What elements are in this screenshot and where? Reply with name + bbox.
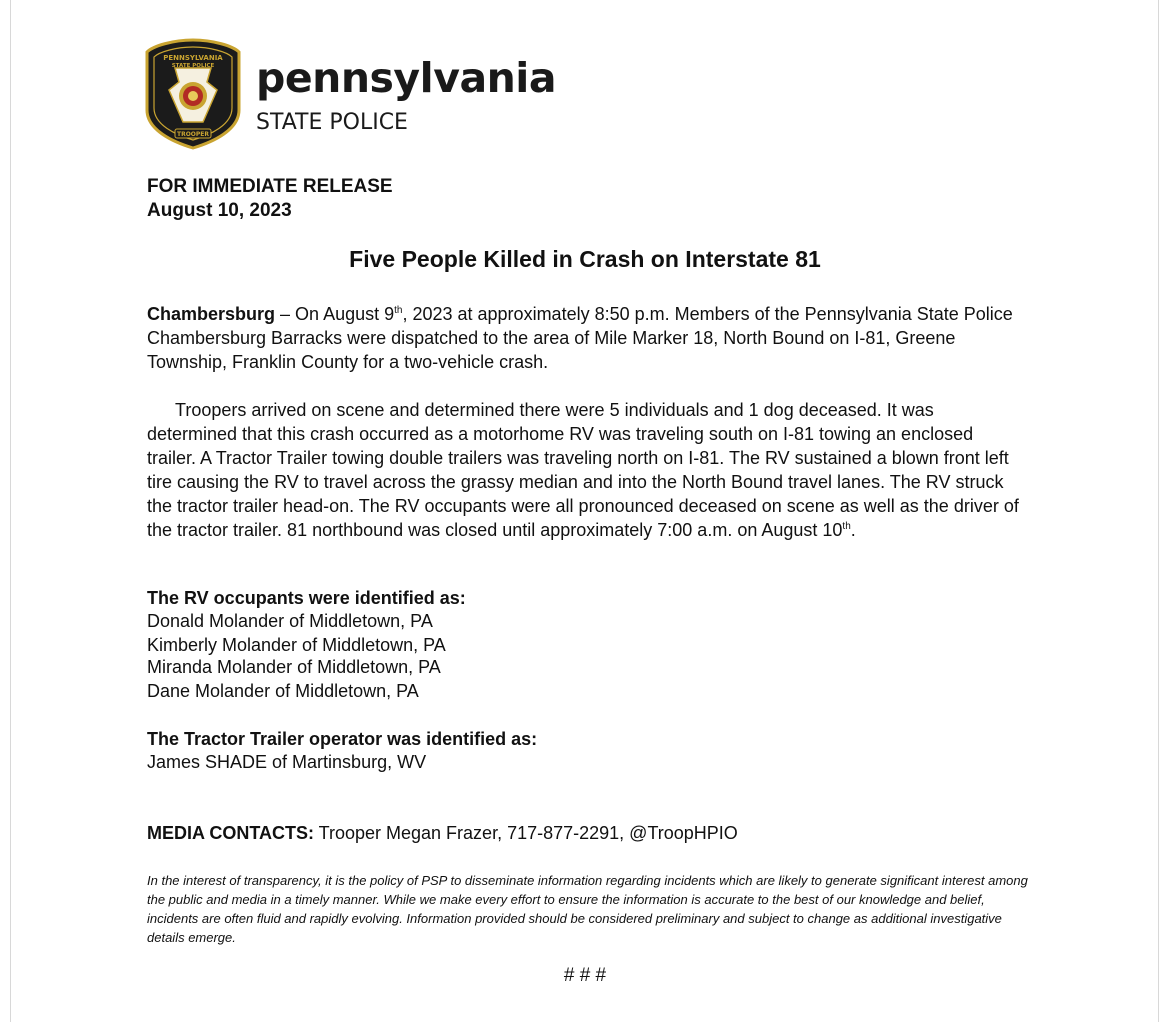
paragraph-1 [147,302,1027,374]
disclaimer: In the interest of transparency, it is the policy of PSP to disseminate information regarding incidents which are likely to generate significant interest among the public and media in a timely manner. While we make every effort to ensure the information is accurate to the best of our knowledge and belief, incidents are often fluid and rapidly evolving. Information provided should be considered preliminary and subject to change as additional investigative details emerge. [147,873,1028,945]
svg-text:PENNSYLVANIA: PENNSYLVANIA [163,54,223,62]
rv-occupant-item: Donald Molander of Middletown, PA [147,611,433,631]
tractor-operator-heading: The Tractor Trailer operator was identified as: [147,729,538,749]
rv-occupant-item: Miranda Molander of Middletown, PA [147,657,441,677]
paragraph-2-text-b: . [850,520,856,540]
media-contacts-label: MEDIA CONTACTS: [147,823,314,843]
rv-occupant-item: Dane Molander of Middletown, PA [147,681,419,701]
media-contacts-value: Trooper Megan Frazer, 717-877-2291, @TroopHPIO [313,823,738,843]
page-border-left [10,0,11,1022]
paragraph-2-text-a: Troopers arrived on scene and determined there were 5 individuals and 1 dog deceased. It was determined that this crash occurred as a motorhome RV was traveling south on I-81 towing an enclosed trailer. A Tractor Trailer towing double trailers was traveling north on I-81. The RV sustained a blown front left tire causing the RV to travel across the grassy median and into the North Bound travel lanes. The RV struck the tractor trailer head-on. The RV occupants were all pronounced deceased on scene as well as the driver of the tractor trailer. 81 northbound was closed until approximately 7:00 a.m. on August 10 [147,400,1019,540]
rv-occupants-heading: The RV occupants were identified as: [147,588,466,608]
release-date: August 10, 2023 [147,200,292,221]
page-border-right [1158,0,1159,1022]
release-label: FOR IMMEDIATE RELEASE [147,176,393,197]
logo-wordmark: pennsylvania [256,54,557,102]
rv-occupant-item: Kimberly Molander of Middletown, PA [147,635,446,655]
tractor-operator-name: James SHADE of Martinsburg, WV [147,752,427,772]
end-mark: # # # [563,965,607,986]
paragraph-2-sup: th [842,521,851,532]
logo-subtitle: STATE POLICE [256,110,408,135]
paragraph-1-text-b: , 2023 at approximately 8:50 p.m. Members of the Pennsylvania State Police Chambersburg Barracks were dispatched to the area of Mile Marker 18, North Bound on I-81, Greene Township, Franklin County for a two-vehicle crash. [147,304,1013,372]
headline: Five People Killed in Crash on Interstate 81 [349,246,821,272]
paragraph-2 [147,398,1027,542]
psp-logo [143,38,557,150]
media-contacts [147,824,738,842]
location-label: Chambersburg [147,304,276,324]
psp-badge-icon [143,38,243,150]
svg-text:TROOPER: TROOPER [176,131,210,138]
paragraph-1-sup: th [394,305,403,316]
svg-text:STATE POLICE: STATE POLICE [171,63,215,69]
paragraph-1-text-a: – On August 9 [275,304,395,324]
